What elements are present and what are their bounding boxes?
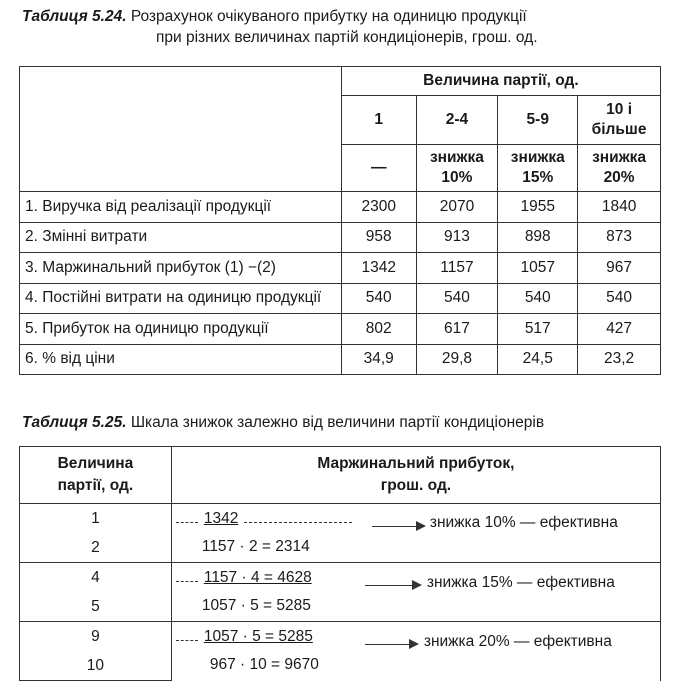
table1-caption-line2: при різних величинах партій кондиціонерів, грош. од. (156, 29, 538, 46)
table-cell: 617 (416, 314, 498, 345)
table2-caption (22, 412, 544, 433)
table1-discount-header: знижка 15% (498, 145, 578, 192)
table-row (20, 192, 661, 223)
table-cell: 517 (498, 314, 578, 345)
row-label: 2. Змінні витрати (20, 222, 342, 253)
profit-table (19, 66, 661, 375)
table-cell: 1342 (341, 253, 416, 284)
table1-caption (22, 6, 662, 48)
qty-cell: 4 (20, 563, 172, 593)
result-text: знижка 10% — ефективна (429, 514, 618, 531)
table-cell: 958 (341, 222, 416, 253)
table1-caption-line1: Розрахунок очікуваного прибутку на одиницю продукції (130, 8, 527, 25)
arrow-icon (365, 585, 420, 586)
table-cell: 1157 (416, 253, 498, 284)
qty-cell: 5 (20, 592, 172, 622)
table-cell: 2300 (341, 192, 416, 223)
table-cell: 1057 (498, 253, 578, 284)
table2-margin-header: Маржинальний прибуток, грош. од. (171, 447, 660, 504)
result-text: знижка 20% — ефективна (423, 633, 612, 650)
qty-cell: 2 (20, 533, 172, 563)
table1-caption-label: Таблиця 5.24. (22, 8, 127, 25)
calc-cell (171, 504, 660, 563)
table1-column-header: 10 і більше (578, 96, 661, 145)
discount-scale-table (19, 446, 661, 681)
expr-bottom: 1057 · 5 = 5285 (201, 597, 311, 614)
expr-top: 1342 (176, 510, 352, 528)
table-row (20, 283, 661, 314)
expr-top: 1157 · 4 = 4628 (176, 569, 312, 587)
table-cell: 913 (416, 222, 498, 253)
table-cell: 967 (578, 253, 661, 284)
row-label: 3. Маржинальний прибуток (1) −(2) (20, 253, 342, 284)
table-row (20, 344, 661, 375)
table-cell: 23,2 (578, 344, 661, 375)
table1-column-header: 1 (341, 96, 416, 145)
table-cell: 873 (578, 222, 661, 253)
arrow-icon (365, 644, 417, 645)
table1-discount-header: — (341, 145, 416, 192)
table1-column-header: 2-4 (416, 96, 498, 145)
table-cell: 540 (498, 283, 578, 314)
expr-bottom: 1157 · 2 = 2314 (201, 538, 310, 555)
row-label: 1. Виручка від реалізації продукції (20, 192, 342, 223)
result-text: знижка 15% — ефективна (426, 574, 615, 591)
table-cell: 1840 (578, 192, 661, 223)
table-cell: 898 (498, 222, 578, 253)
table-cell: 540 (578, 283, 661, 314)
table1-discount-header: знижка 10% (416, 145, 498, 192)
table-cell: 427 (578, 314, 661, 345)
table-row (20, 222, 661, 253)
table-cell: 540 (416, 283, 498, 314)
table1-discount-header: знижка 20% (578, 145, 661, 192)
table1-column-header: 5-9 (498, 96, 578, 145)
table1-group-header: Величина партії, од. (341, 67, 660, 96)
calc-cell (171, 563, 660, 622)
table-cell: 1955 (498, 192, 578, 223)
expr-top: 1057 · 5 = 5285 (176, 628, 313, 646)
table-row (20, 314, 661, 345)
row-label: 4. Постійні витрати на одиницю продукції (20, 283, 342, 314)
table-cell: 24,5 (498, 344, 578, 375)
row-label: 6. % від ціни (20, 344, 342, 375)
qty-cell: 9 (20, 622, 172, 652)
row-label: 5. Прибуток на одиницю продукції (20, 314, 342, 345)
expr-bottom: 967 · 10 = 9670 (209, 656, 319, 673)
table-cell: 540 (341, 283, 416, 314)
arrow-icon (372, 526, 424, 527)
table-row (20, 253, 661, 284)
table2-qty-header: Величина партії, од. (20, 447, 172, 504)
calc-cell (171, 622, 660, 681)
table-cell: 2070 (416, 192, 498, 223)
table-cell: 29,8 (416, 344, 498, 375)
table-cell: 34,9 (341, 344, 416, 375)
table2-caption-label: Таблиця 5.25. (22, 414, 127, 431)
table1-corner-cell (20, 67, 342, 192)
table2-caption-text: Шкала знижок залежно від величини партії кондиціонерів (130, 414, 545, 431)
qty-cell: 10 (20, 651, 172, 681)
qty-cell: 1 (20, 504, 172, 534)
table-cell: 802 (341, 314, 416, 345)
